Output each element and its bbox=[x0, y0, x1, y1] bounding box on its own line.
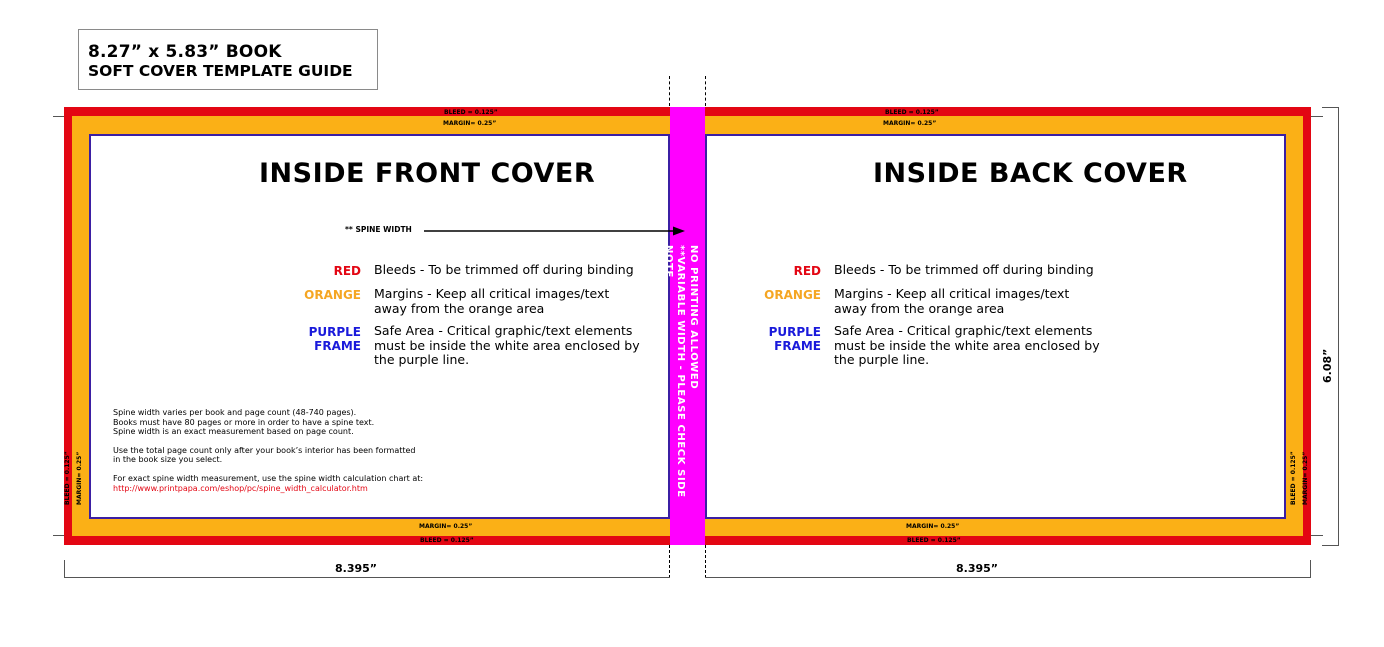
legend-text-line: Safe Area - Critical graphic/text elements bbox=[374, 323, 633, 338]
crop-mark bbox=[1311, 535, 1323, 536]
front-cover-title: INSIDE FRONT COVER bbox=[259, 158, 596, 189]
spine-guide-line bbox=[669, 545, 670, 578]
legend-key-purple bbox=[760, 325, 821, 353]
legend-text-line: Safe Area - Critical graphic/text elements bbox=[834, 323, 1093, 338]
back-width-label: 8.395” bbox=[956, 562, 999, 575]
height-label: 6.08” bbox=[1321, 348, 1334, 383]
legend-text-red: Bleeds - To be trimmed off during binding bbox=[374, 262, 634, 277]
legend-text-line: must be inside the white area enclosed by bbox=[374, 337, 640, 353]
legend-text-red: Bleeds - To be trimmed off during binding bbox=[834, 262, 1094, 277]
legend-text-line: Margins - Keep all critical images/text bbox=[834, 286, 1070, 301]
legend-key-line: FRAME bbox=[314, 339, 361, 353]
back-margin-bottom-label: MARGIN= 0.25” bbox=[906, 523, 960, 530]
back-bleed-side-label: BLEED = 0.125” bbox=[1290, 451, 1297, 505]
spine-guide-line bbox=[705, 545, 706, 578]
legend-text-line: the purple line. bbox=[374, 352, 470, 367]
legend-text-line: the purple line. bbox=[834, 352, 930, 367]
back-width-dimension-line bbox=[705, 577, 1311, 578]
note-line: Spine width is an exact measurement based on page count. bbox=[113, 427, 354, 437]
spine-width-arrow bbox=[424, 224, 686, 238]
dimension-tick bbox=[1322, 545, 1339, 546]
legend-text-line: away from the orange area bbox=[834, 300, 1005, 316]
spine-note bbox=[662, 245, 700, 525]
spine-note-line1: NO PRINTING ALLOWED bbox=[688, 245, 699, 390]
legend-text-purple bbox=[834, 324, 1100, 368]
front-width-dimension-line bbox=[64, 577, 670, 578]
legend-text-orange bbox=[834, 287, 1069, 316]
template-title-box bbox=[78, 29, 378, 90]
front-width-label: 8.395” bbox=[335, 562, 378, 575]
spine-note-line2: **VARIABLE WIDTH - PLEASE CHECK SIDE NOTE bbox=[663, 245, 687, 498]
dimension-tick bbox=[1322, 107, 1339, 108]
legend-text-line: Margins - Keep all critical images/text bbox=[374, 286, 610, 301]
crop-mark bbox=[1311, 116, 1323, 117]
note-line: For exact spine width measurement, use the spine width calculation chart at: bbox=[113, 473, 424, 483]
legend-text-line: away from the orange area bbox=[374, 300, 545, 316]
legend-key-red: RED bbox=[793, 264, 821, 278]
note-line: Books must have 80 pages or more in order to have a spine text. bbox=[113, 417, 375, 427]
legend-text-purple bbox=[374, 324, 640, 368]
front-bleed-side-label: BLEED = 0.125” bbox=[64, 451, 71, 505]
legend-key-orange: ORANGE bbox=[764, 288, 821, 302]
legend-key-line: FRAME bbox=[774, 339, 821, 353]
legend-key-line: PURPLE bbox=[768, 325, 821, 339]
spine-notes bbox=[113, 408, 423, 493]
spine-width-label: ** SPINE WIDTH bbox=[345, 225, 412, 234]
back-bleed-top-label: BLEED = 0.125” bbox=[885, 109, 939, 116]
legend-key-red: RED bbox=[333, 264, 361, 278]
front-bleed-top-label: BLEED = 0.125” bbox=[444, 109, 498, 116]
front-margin-bottom-label: MARGIN= 0.25” bbox=[419, 523, 473, 530]
front-margin-top-label: MARGIN= 0.25” bbox=[443, 120, 497, 127]
legend-key-line: PURPLE bbox=[308, 325, 361, 339]
back-margin-top-label: MARGIN= 0.25” bbox=[883, 120, 937, 127]
front-margin-side-label: MARGIN= 0.25” bbox=[76, 451, 83, 505]
note-line: in the book size you select. bbox=[113, 455, 223, 465]
legend-key-orange: ORANGE bbox=[304, 288, 361, 302]
legend-key-purple bbox=[300, 325, 361, 353]
legend-text-orange bbox=[374, 287, 609, 316]
legend-text-line: must be inside the white area enclosed by bbox=[834, 337, 1100, 353]
template-subtitle: SOFT COVER TEMPLATE GUIDE bbox=[88, 62, 353, 80]
height-dimension-line bbox=[1338, 107, 1339, 545]
front-bleed-bottom-label: BLEED = 0.125” bbox=[420, 537, 474, 544]
note-line: Use the total page count only after your book’s interior has been formatted bbox=[113, 445, 416, 455]
spine-calculator-link[interactable]: http://www.printpapa.com/eshop/pc/spine_width_calculator.htm bbox=[113, 483, 368, 493]
dimension-tick bbox=[64, 560, 65, 578]
back-bleed-bottom-label: BLEED = 0.125” bbox=[907, 537, 961, 544]
back-cover-title: INSIDE BACK COVER bbox=[873, 158, 1188, 189]
dimension-tick bbox=[1310, 560, 1311, 578]
note-line: Spine width varies per book and page count (48-740 pages). bbox=[113, 408, 357, 417]
spine-guide-line bbox=[669, 76, 670, 106]
spine-guide-line bbox=[705, 76, 706, 106]
back-margin-side-label: MARGIN= 0.25” bbox=[1302, 451, 1309, 505]
template-title: 8.27” x 5.83” BOOK bbox=[88, 42, 282, 62]
